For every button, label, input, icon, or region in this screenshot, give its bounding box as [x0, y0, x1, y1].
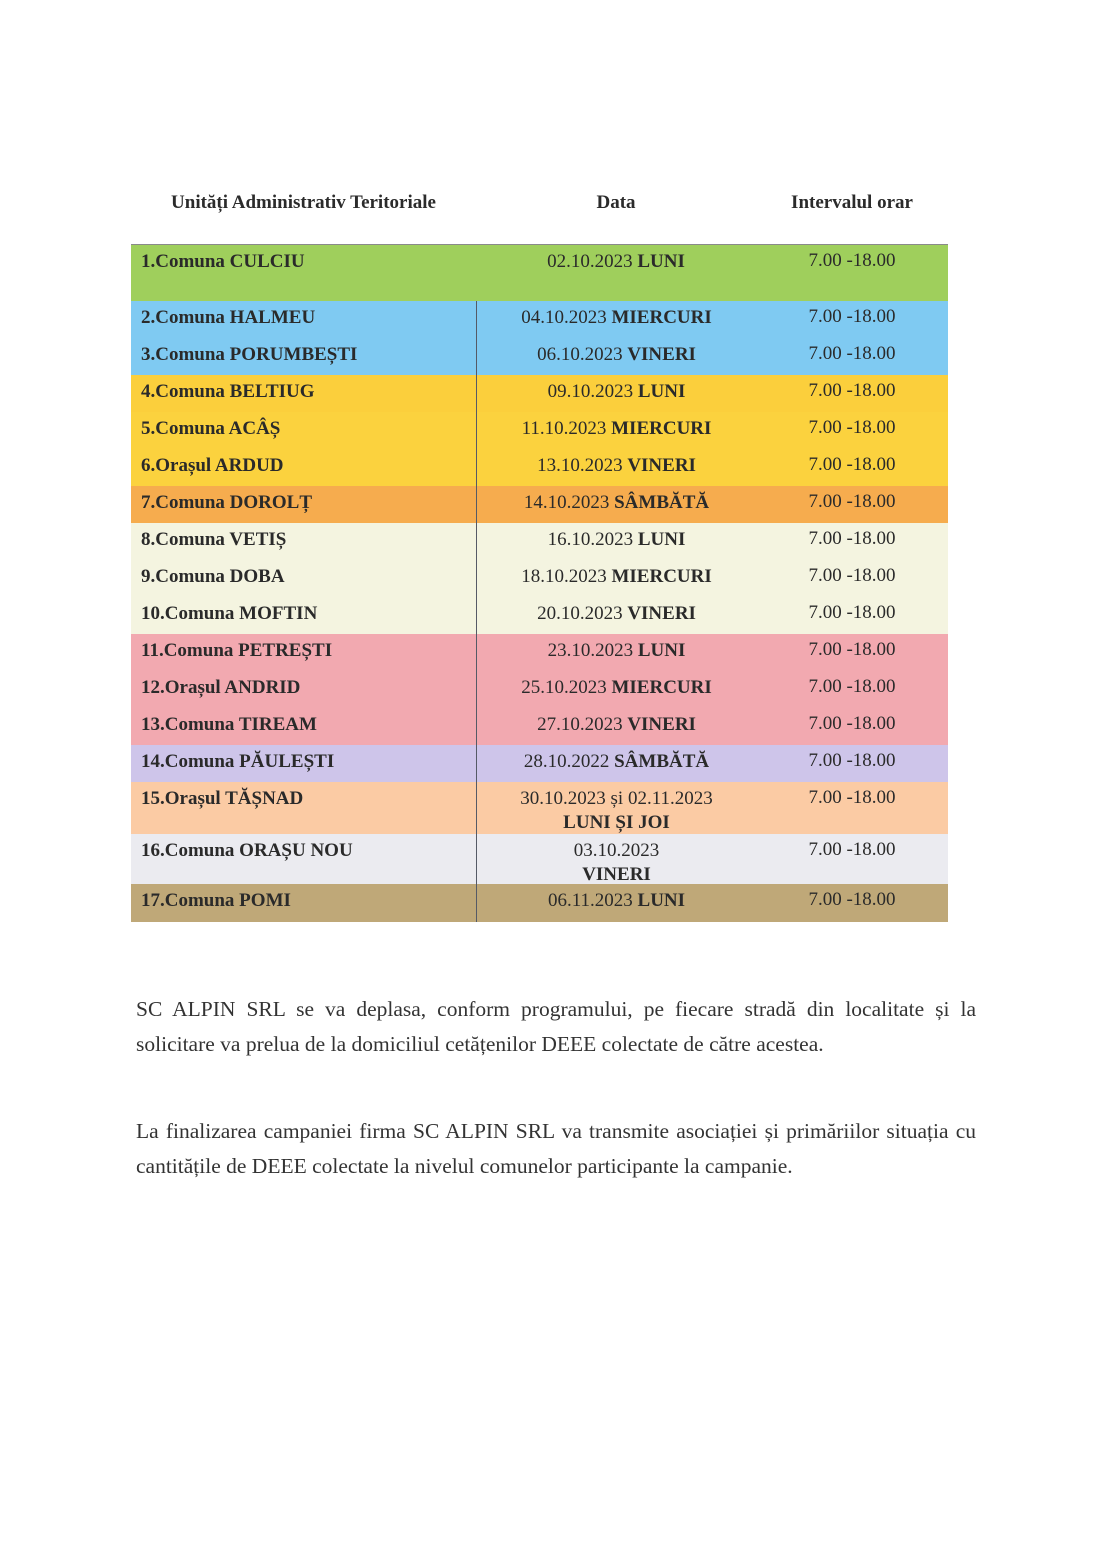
interval-cell: 7.00 -18.00 [808, 250, 896, 271]
table-row [131, 375, 948, 412]
paragraph-report-info: La finalizarea campaniei firma SC ALPIN SRL va transmite asociației și primăriilor situația cu cantitățile de DEEE colectate la nivelul comunelor participante la campanie. [136, 1118, 976, 1178]
date-value: 03.10.2023 [573, 840, 660, 861]
weekday-value: LUNI [637, 640, 686, 661]
date-cell [476, 338, 756, 375]
interval-cell: 7.00 -18.00 [808, 602, 896, 623]
weekday-value: LUNI [637, 251, 685, 272]
date-value: 28.10.2022 [523, 751, 610, 772]
weekday-value: LUNI [637, 381, 686, 402]
date-value: 30.10.2023 și 02.11.2023 [520, 788, 713, 809]
date-value: 04.10.2023 [521, 307, 607, 328]
interval-cell: 7.00 -18.00 [808, 306, 896, 327]
date-value: 06.10.2023 [537, 344, 623, 365]
unit-cell: 9.Comuna DOBA [141, 566, 285, 587]
date-value: 06.11.2023 [547, 890, 633, 911]
interval-cell: 7.00 -18.00 [808, 750, 896, 771]
unit-cell: 11.Comuna PETREȘTI [141, 640, 333, 661]
date-cell [476, 412, 756, 449]
table-body [131, 244, 948, 922]
table-row [131, 597, 948, 634]
table-row [131, 560, 948, 597]
weekday-value: VINERI [582, 864, 651, 885]
unit-cell: 12.Orașul ANDRID [141, 677, 301, 698]
interval-cell: 7.00 -18.00 [808, 454, 896, 475]
unit-cell: 10.Comuna MOFTIN [141, 603, 318, 624]
unit-cell: 4.Comuna BELTIUG [141, 381, 315, 402]
date-cell [476, 671, 756, 708]
date-value: 09.10.2023 [547, 381, 634, 402]
interval-cell: 7.00 -18.00 [808, 889, 896, 910]
table-row [131, 884, 948, 922]
date-cell [476, 597, 756, 634]
date-cell [476, 301, 756, 338]
interval-cell: 7.00 -18.00 [808, 676, 896, 697]
interval-cell: 7.00 -18.00 [808, 491, 896, 512]
table-row [131, 412, 948, 449]
date-value: 23.10.2023 [547, 640, 634, 661]
date-cell [476, 375, 756, 412]
unit-cell: 6.Orașul ARDUD [141, 455, 284, 476]
interval-cell: 7.00 -18.00 [808, 787, 896, 808]
weekday-value: VINERI [627, 344, 696, 365]
unit-cell: 2.Comuna HALMEU [141, 307, 316, 328]
date-cell [476, 486, 756, 523]
table-row [131, 449, 948, 486]
unit-cell: 7.Comuna DOROLȚ [141, 492, 313, 513]
table-row [131, 782, 948, 834]
weekday-value: LUNI [637, 890, 686, 911]
date-cell [476, 884, 756, 922]
unit-cell: 15.Orașul TĂȘNAD [141, 788, 304, 809]
weekday-value: VINERI [627, 455, 696, 476]
unit-cell: 5.Comuna ACÂȘ [141, 418, 281, 439]
table-row [131, 745, 948, 782]
table-row [131, 523, 948, 560]
weekday-value: VINERI [627, 603, 696, 624]
date-cell [476, 560, 756, 597]
weekday-value: MIERCURI [611, 566, 712, 587]
unit-cell: 14.Comuna PĂULEȘTI [141, 751, 335, 772]
weekday-value: LUNI [637, 529, 686, 550]
table-header [131, 186, 948, 244]
weekday-value: LUNI ȘI JOI [563, 812, 670, 833]
table-row [131, 634, 948, 671]
header-date: Data [596, 192, 636, 213]
date-cell [476, 782, 756, 834]
weekday-value: SÂMBĂTĂ [614, 492, 710, 513]
date-cell [476, 523, 756, 560]
paragraph-collection-info: SC ALPIN SRL se va deplasa, conform programului, pe fiecare stradă din localitate și la solicitare va prelua de la domiciliul cetățenilor DEEE colectate de către acestea. [136, 996, 976, 1056]
date-value: 25.10.2023 [521, 677, 607, 698]
unit-cell: 3.Comuna PORUMBEȘTI [141, 344, 358, 365]
table-row [131, 708, 948, 745]
date-cell [476, 449, 756, 486]
date-value: 02.10.2023 [547, 251, 633, 272]
date-value: 20.10.2023 [537, 603, 623, 624]
unit-cell: 1.Comuna CULCIU [141, 251, 305, 272]
date-value: 16.10.2023 [547, 529, 634, 550]
interval-cell: 7.00 -18.00 [808, 839, 896, 860]
date-value: 27.10.2023 [537, 714, 623, 735]
interval-cell: 7.00 -18.00 [808, 713, 896, 734]
table-row [131, 671, 948, 708]
weekday-value: MIERCURI [611, 418, 712, 439]
date-cell [476, 745, 756, 782]
header-unit: Unități Administrativ Teritoriale [171, 192, 436, 213]
table-row [131, 245, 948, 301]
date-cell [476, 245, 756, 301]
interval-cell: 7.00 -18.00 [808, 528, 896, 549]
header-interval: Intervalul orar [791, 192, 913, 213]
interval-cell: 7.00 -18.00 [808, 417, 896, 438]
date-value: 14.10.2023 [523, 492, 610, 513]
interval-cell: 7.00 -18.00 [808, 565, 896, 586]
unit-cell: 17.Comuna POMI [141, 890, 291, 911]
date-value: 13.10.2023 [537, 455, 623, 476]
date-value: 18.10.2023 [521, 566, 607, 587]
weekday-value: VINERI [627, 714, 696, 735]
table-row [131, 486, 948, 523]
weekday-value: SÂMBĂTĂ [614, 751, 710, 772]
date-cell [476, 834, 756, 884]
unit-cell: 13.Comuna TIREAM [141, 714, 317, 735]
unit-cell: 8.Comuna VETIȘ [141, 529, 287, 550]
interval-cell: 7.00 -18.00 [808, 343, 896, 364]
interval-cell: 7.00 -18.00 [808, 380, 896, 401]
date-cell [476, 708, 756, 745]
table-row [131, 301, 948, 338]
weekday-value: MIERCURI [611, 677, 712, 698]
date-cell [476, 634, 756, 671]
unit-cell: 16.Comuna ORAȘU NOU [141, 840, 353, 861]
interval-cell: 7.00 -18.00 [808, 639, 896, 660]
weekday-value: MIERCURI [611, 307, 712, 328]
table-row [131, 338, 948, 375]
schedule-table [131, 186, 948, 922]
table-row [131, 834, 948, 884]
date-value: 11.10.2023 [521, 418, 607, 439]
